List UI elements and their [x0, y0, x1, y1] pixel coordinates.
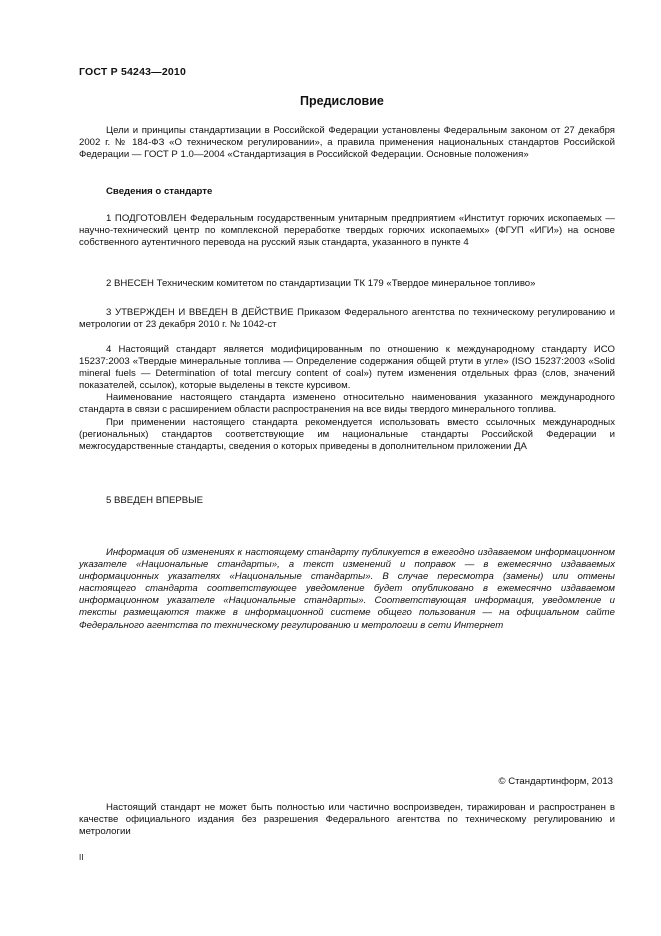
item-4-paragraph-3: При применении настоящего стандарта рекомендуется использовать вместо ссылочных международных (региональных) стандартов соответствующие им национальные стандарты Российской Федерации и межгосударственные стандарты, сведения о которых приведены в дополнительном приложении ДА [79, 416, 615, 452]
item-4-paragraph-2: Наименование настоящего стандарта изменено относительно наименования указанного международного стандарта в связи с расширением области распространения на все виды твердого минерального топлива. [79, 392, 615, 416]
item-2-block [79, 278, 615, 290]
intro-paragraph: Цели и принципы стандартизации в Российской Федерации установлены Федеральным законом от 27 декабря 2002 г. № 184-ФЗ «О техническом регулировании», а правила применения национальных стандартов Российской Федерации — ГОСТ Р 1.0—2004 «Стандартизация в Российской Федерации. Основные положения» [79, 125, 615, 161]
reproduction-notice-paragraph: Настоящий стандарт не может быть полностью или частично воспроизведен, тиражирован и распространен в качестве официального издания без разрешения Федерального агентства по техническому регулированию и метрологии [79, 802, 615, 838]
section-heading: Сведения о стандарте [106, 186, 213, 197]
item-1-block [79, 213, 615, 249]
info-notice-paragraph: Информация об изменениях к настоящему стандарту публикуется в ежегодно издаваемом информационном указателе «Национальные стандарты», а текст изменений и поправок — в ежемесячно издаваемых информационных указателях «Национальные стандарты». В случае пересмотра (замены) или отмены настоящего стандарта соответствующее уведомление будет опубликовано в ежемесячно издаваемом информационном указателе «Национальные стандарты». Соответствующая информация, уведомление и тексты размещаются также в информационной системе общего пользования — на официальном сайте Федерального агентства по техническому регулированию и метрологии в сети Интернет [79, 547, 615, 631]
page-number: II [79, 853, 84, 862]
item-2-paragraph: 2 ВНЕСЕН Техническим комитетом по стандартизации ТК 179 «Твердое минеральное топливо» [106, 278, 536, 289]
document-code-header: ГОСТ Р 54243—2010 [79, 66, 187, 78]
item-3-paragraph: 3 УТВЕРЖДЕН И ВВЕДЕН В ДЕЙСТВИЕ Приказом Федерального агентства по техническому регулированию и метрологии от 23 декабря 2010 г. № 1042-ст [79, 307, 615, 331]
item-3-block [79, 307, 615, 331]
reproduction-notice-block [79, 802, 615, 838]
copyright-line: © Стандартинформ, 2013 [498, 776, 613, 787]
item-4-block [79, 344, 615, 453]
item-5-paragraph: 5 ВВЕДЕН ВПЕРВЫЕ [106, 495, 204, 506]
item-5-block [79, 495, 615, 507]
page-title: Предисловие [300, 94, 384, 108]
item-1-paragraph: 1 ПОДГОТОВЛЕН Федеральным государственным унитарным предприятием «Институт горючих ископаемых — научно-технический центр по комплексной переработке твердых горючих ископаемых» (ФГУП «ИГИ») на основе собственного аутентичного перевода на русский язык стандарта, указанного в пункте 4 [79, 213, 615, 249]
info-notice-block [79, 547, 615, 632]
intro-block [79, 125, 615, 161]
item-4-paragraph-1: 4 Настоящий стандарт является модифицированным по отношению к международному стандарту ИСО 15237:2003 «Твердые минеральные топлива — Определение содержания общей ртути в угле» (ISO 15237:2003 «Solid mineral fuels — Determination of total mercury content of coal») путем изменения отдельных фраз (слов, значений показателей, ссылок), которые выделены в тексте курсивом. [79, 344, 615, 392]
